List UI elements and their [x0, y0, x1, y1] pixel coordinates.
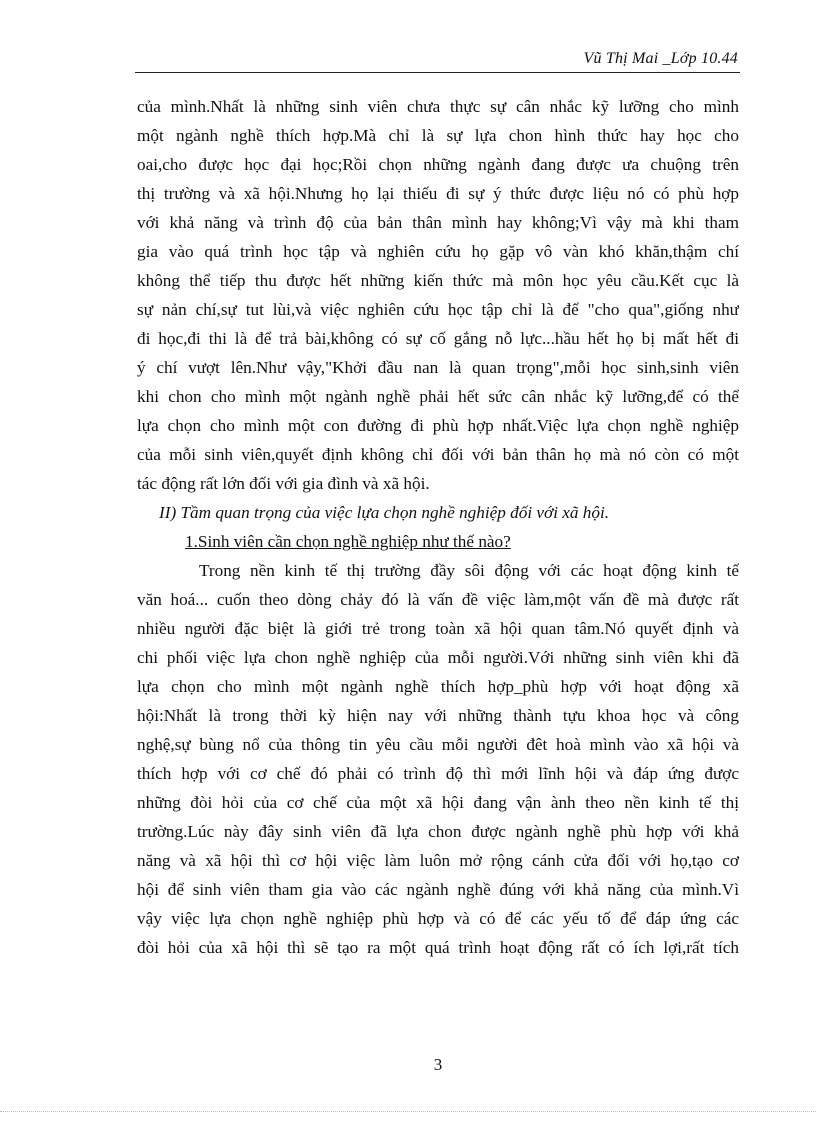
footer-divider	[0, 1111, 816, 1112]
page-body	[137, 92, 739, 962]
text-line: không thể tiếp thu được hết những kiến thức mà môn học yêu cầu.Kết cục là	[137, 271, 739, 290]
text-line: đi học,đi thi là để trả bài,không có sự cố gắng nỗ lực...hầu hết họ bị mất hết đi	[137, 329, 739, 348]
text-line: oai,cho được học đại học;Rồi chọn những ngành đang được ưa chuộng trên	[137, 155, 739, 174]
section-heading: II) Tầm quan trọng của việc lựa chọn nghề nghiệp đối với xã hội.	[159, 503, 610, 522]
sub-heading	[137, 527, 739, 556]
text-line: một ngành nghề thích hợp.Mà chỉ là sự lựa chon hình thức hay học cho	[137, 126, 739, 145]
text-line: ý chí vượt lên.Như vậy,"Khởi đầu nan là quan trọng",mỗi học sinh,sinh viên	[137, 358, 739, 377]
page-header	[135, 50, 740, 73]
text-line: với khả năng và trình độ của bản thân mình hay không;Vì vậy mà khi tham	[137, 213, 739, 232]
text-line: văn hoá... cuốn theo dòng chảy đó là vấn đề việc làm,một vấn đề mà được rất	[137, 590, 739, 609]
text-line: hội:Nhất là trong thời kỳ hiện nay với những thành tựu khoa học và công	[137, 706, 739, 725]
text-line: lựa chọn cho mình một con đường đi phù hợp nhất.Việc lựa chọn nghề nghiệp	[137, 416, 739, 435]
text-line: khi chon cho mình một ngành nghề phải hết sức cân nhắc kỹ lưỡng,để có thể	[137, 387, 739, 406]
text-line: năng và xã hội thì cơ hội việc làm luôn mở rộng cánh cửa đối với họ,tạo cơ	[137, 851, 739, 870]
text-line: đòi hỏi của xã hội thì sẽ tạo ra một quá trình hoạt động rất có ích lợi,rất tích	[137, 938, 739, 957]
header-author-class: Vũ Thị Mai _Lớp 10.44	[583, 50, 738, 67]
text-line: những đòi hỏi của cơ chế của một xã hội đang vận ành theo nền kinh tế thị	[137, 793, 739, 812]
text-line: thị trường và xã hội.Nhưng họ lại thiếu đi sự ý thức được liệu nó có phù hợp	[137, 184, 739, 203]
text-line: tác động rất lớn đối với gia đình và xã hội.	[137, 474, 430, 493]
text-line: của mình.Nhất là những sinh viên chưa thực sự cân nhắc kỹ lưỡng cho mình	[137, 97, 739, 116]
text-line: hội để sinh viên tham gia vào các ngành nghề đúng với khả năng của mình.Vì	[137, 880, 739, 899]
text-line: trường.Lúc này đây sinh viên đã lựa chon được ngành nghề phù hợp với khả	[137, 822, 739, 841]
text-line: vậy việc lựa chọn nghề nghiệp phù hợp và có để các yếu tố để đáp ứng các	[137, 909, 739, 928]
text-line: thích hợp với cơ chế đó phải có trình độ thì mới lĩnh hội và đáp ứng được	[137, 764, 739, 783]
page-number: 3	[433, 1055, 443, 1074]
text-line: của mỗi sinh viên,quyết định không chỉ đối với bản thân họ mà nó còn có một	[137, 445, 739, 464]
text-line: chi phối việc lựa chon nghề nghiệp của mỗi người.Với những sinh viên khi đã	[137, 648, 739, 667]
sub-heading-text: 1.Sinh viên cần chọn nghề nghiệp như thế nào?	[185, 532, 511, 551]
text-line: nghệ,sự bùng nổ của thông tin yêu cầu mỗi người đêt hoà mình vào xã hội và	[137, 735, 739, 754]
text-line: sự nản chí,sự tut lùi,và việc nghiên cứu học tập chỉ là để "cho qua",giống như	[137, 300, 739, 319]
text-line: Trong nền kinh tế thị trường đầy sôi động với các hoạt động kinh tế	[199, 561, 739, 580]
text-line: lựa chọn cho mình một ngành nghề thích hợp_phù hợp với hoạt động xã	[137, 677, 739, 696]
text-line: gia vào quá trình học tập và nghiên cứu họ gặp vô vàn khó khăn,thậm chí	[137, 242, 739, 261]
text-line: nhiều người đặc biệt là giới trẻ trong toàn xã hội quan tâm.Nó quyết định và	[137, 619, 739, 638]
